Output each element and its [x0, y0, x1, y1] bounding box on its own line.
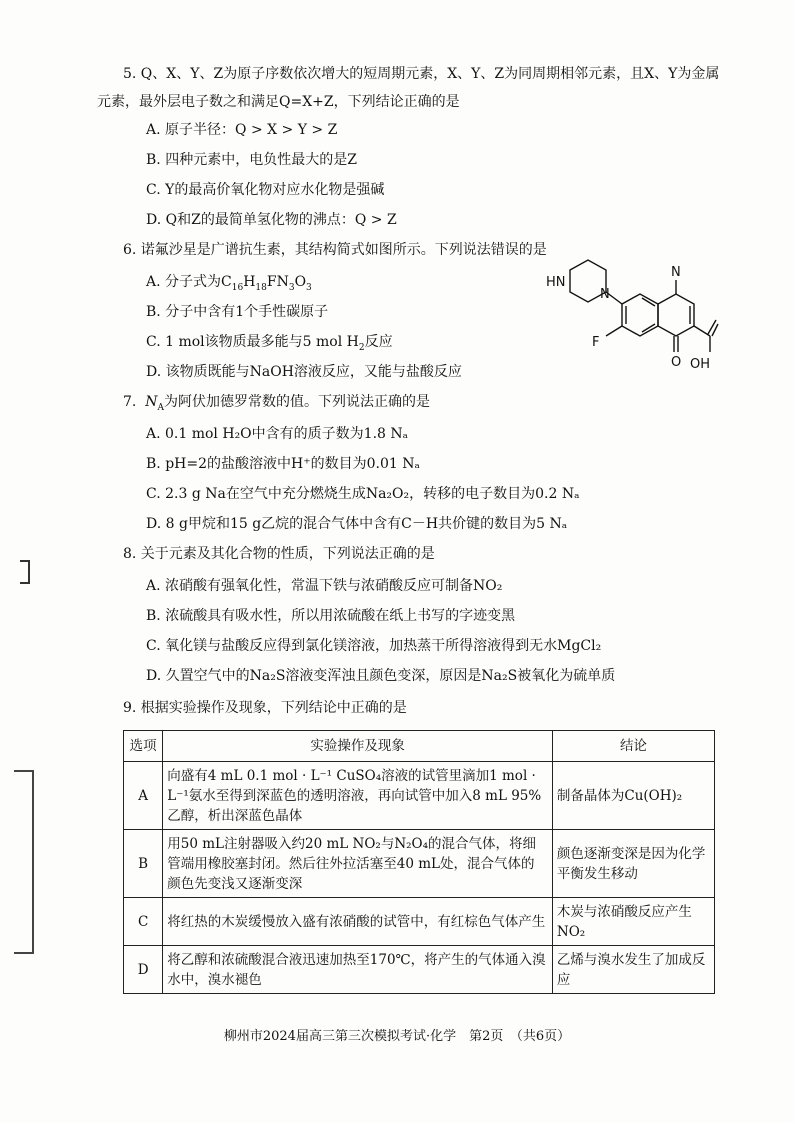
q8-option-d: D. 久置空气中的Na₂S溶液变浑浊且颜色变深，原因是Na₂S被氧化为硫单质: [146, 668, 616, 684]
q5-option-b: B. 四种元素中，电负性最大的是Z: [146, 152, 357, 168]
row-operation: 用50 mL注射器吸入约20 mL NO₂与N₂O₄的混合气体，将细管端用橡胶塞封闭。然后往外拉活塞至40 mL处，混合气体的颜色先变浅又逐渐变深: [163, 830, 553, 898]
table-row: [124, 946, 715, 994]
row-option: C: [124, 898, 163, 946]
structure-n-methyl-label: N: [671, 265, 681, 280]
q6-option-c: C. 1 mol该物质最多能与5 mol $H_2$反应: [146, 334, 393, 353]
q8-option-c: C. 氧化镁与盐酸反应得到氯化镁溶液，加热蒸干所得溶液得到无水MgCl₂: [146, 638, 602, 654]
q5-stem-line1: 5. Q、X、Y、Z为原子序数依次增大的短周期元素，X、Y、Z为同周期相邻元素，且X、Y为金属: [123, 66, 720, 82]
row-option: D: [124, 946, 163, 994]
structure-n-label: N: [600, 287, 610, 302]
page-footer: 柳州市2024届高三第三次模拟考试·化学 第2页 （共6页）: [223, 1029, 571, 1044]
q5-option-a: A. 原子半径：Q > X > Y > Z: [146, 122, 338, 138]
q5-option-c: C. Y的最高价氧化物对应水化物是强碱: [146, 182, 385, 198]
row-operation: 向盛有4 mL 0.1 mol · L⁻¹ CuSO₄溶液的试管里滴加1 mol · L⁻¹氨水至得到深蓝色的透明溶液，再向试管中加入8 mL 95%乙醇，析出深蓝色晶体: [163, 762, 553, 830]
row-conclusion: 木炭与浓硝酸反应产生NO₂: [552, 898, 714, 946]
norfloxacin-structure-diagram: [540, 258, 720, 376]
q9-stem: 9. 根据实验操作及现象，下列结论中正确的是: [123, 700, 407, 716]
q7-option-c: C. 2.3 g Na在空气中充分燃烧生成Na₂O₂，转移的电子数目为0.2 Nₐ: [146, 486, 580, 502]
row-option: A: [124, 762, 163, 830]
row-operation: 将红热的木炭缓慢放入盛有浓硝酸的试管中，有红棕色气体产生: [163, 898, 553, 946]
q8-stem: 8. 关于元素及其化合物的性质，下列说法正确的是: [123, 546, 435, 562]
header-conclusion: 结论: [552, 731, 714, 762]
structure-o-label: O: [671, 355, 682, 370]
scan-mark-bracket: [20, 560, 30, 584]
q6-option-d: D. 该物质既能与NaOH溶液反应，又能与盐酸反应: [146, 364, 462, 380]
q7-stem: 7. $N_A$为阿伏加德罗常数的值。下列说法正确的是: [123, 394, 431, 413]
table-row: [124, 762, 715, 830]
q5-option-d: D. Q和Z的最简单氢化物的沸点：Q > Z: [146, 212, 397, 228]
table-header-row: [124, 731, 715, 762]
q5-stem-line2: 元素，最外层电子数之和满足Q=X+Z，下列结论正确的是: [97, 94, 460, 110]
q7-option-d: D. 8 g甲烷和15 g乙烷的混合气体中含有C－H共价键的数目为5 Nₐ: [146, 516, 568, 532]
q7-option-b: B. pH=2的盐酸溶液中H⁺的数目为0.01 Nₐ: [146, 456, 420, 472]
q6-option-b: B. 分子中含有1个手性碳原子: [146, 304, 329, 320]
row-conclusion: 颜色逐渐变深是因为化学平衡发生移动: [552, 830, 714, 898]
header-option: 选项: [124, 731, 163, 762]
row-conclusion: 乙烯与溴水发生了加成反应: [552, 946, 714, 994]
header-operation: 实验操作及现象: [163, 731, 553, 762]
row-conclusion: 制备晶体为Cu(OH)₂: [552, 762, 714, 830]
scan-mark-box: [14, 770, 34, 954]
structure-f-label: F: [592, 335, 600, 350]
table-row: [124, 830, 715, 898]
row-operation: 将乙醇和浓硫酸混合液迅速加热至170℃，将产生的气体通入溴水中，溴水褪色: [163, 946, 553, 994]
q6-option-a: A. 分子式为$C_{16}H_{18}FN_3O_3$: [146, 274, 312, 293]
q8-option-b: B. 浓硫酸具有吸水性，所以用浓硫酸在纸上书写的字迹变黑: [146, 608, 516, 624]
q6-stem: 6. 诺氟沙星是广谱抗生素，其结构简式如图所示。下列说法错误的是: [123, 242, 547, 258]
structure-hn-label: HN: [546, 275, 566, 290]
structure-oh-label: OH: [690, 357, 711, 372]
q9-results-table: [123, 730, 715, 994]
q8-option-a: A. 浓硝酸有强氧化性，常温下铁与浓硝酸反应可制备NO₂: [146, 578, 503, 594]
row-option: B: [124, 830, 163, 898]
table-row: [124, 898, 715, 946]
q7-option-a: A. 0.1 mol H₂O中含有的质子数为1.8 Nₐ: [146, 426, 409, 442]
